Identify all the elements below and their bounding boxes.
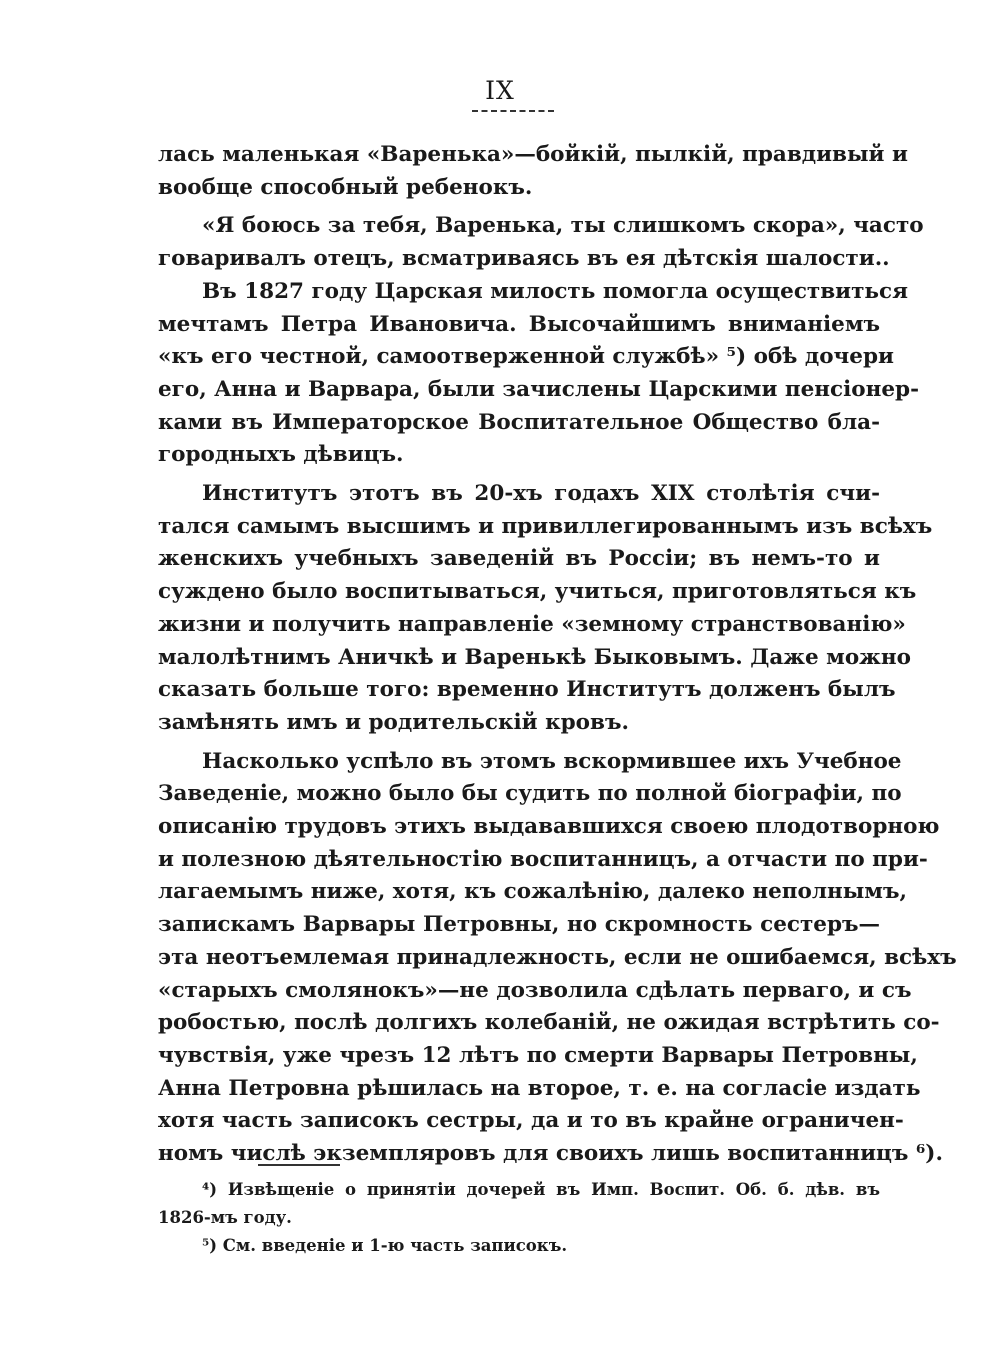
paragraph-5	[158, 746, 957, 1171]
header-rule	[472, 110, 554, 112]
text-line: эта неотъемлемая принадлежность, если не ошибаемся, всѣхъ	[158, 944, 957, 970]
text-line: Въ 1827 году Царская милость помогла осуществиться	[202, 278, 909, 304]
footnote-rule	[258, 1164, 340, 1166]
text-line: «къ его честной, самоотверженной службѣ» ⁵) обѣ дочери	[158, 344, 894, 370]
text-line: тался самымъ высшимъ и привиллегированнымъ изъ всѣхъ	[158, 513, 933, 539]
text-line: суждено было воспитываться, учиться, приготовляться къ	[158, 579, 917, 605]
text-line: запискамъ Варвары Петровны, но скромность сестеръ—	[158, 912, 880, 938]
page-number: IX	[485, 76, 515, 105]
text-line: жизни и получить направленіе «земному странствованію»	[158, 611, 906, 637]
text-line: мечтамъ Петра Ивановича. Высочайшимъ вниманіемъ	[158, 311, 880, 337]
footnote-line: ⁴) Извѣщеніе о принятіи дочерей въ Имп. Воспит. Об. б. дѣв. въ	[202, 1180, 880, 1199]
text-line: городныхъ дѣвицъ.	[158, 442, 404, 468]
text-line: Насколько успѣло въ этомъ вскормившее ихъ Учебное	[202, 748, 902, 774]
text-line: и полезною дѣятельностію воспитанницъ, а отчасти по при-	[158, 846, 928, 872]
text-line: робостью, послѣ долгихъ колебаній, не ожидая встрѣтить со-	[158, 1010, 940, 1036]
text-line: номъ числѣ экземпляровъ для своихъ лишь воспитанницъ ⁶).	[158, 1141, 943, 1167]
text-line: чувствія, уже чрезъ 12 лѣтъ по смерти Варвары Петровны,	[158, 1042, 918, 1068]
text-line: малолѣтнимъ Аничкѣ и Варенькѣ Быковымъ. Даже можно	[158, 644, 911, 670]
text-line: хотя часть записокъ сестры, да и то въ крайне ограничен-	[158, 1108, 904, 1134]
main-text	[158, 139, 957, 1171]
paragraph-3	[158, 276, 919, 472]
text-line: лагаемымъ ниже, хотя, къ сожалѣнію, далеко неполнымъ,	[158, 879, 907, 905]
footnotes	[158, 1176, 880, 1260]
paragraph-1	[158, 139, 908, 204]
text-line: «Я боюсь за тебя, Варенька, ты слишкомъ скора», часто	[202, 213, 924, 239]
text-line: лась маленькая «Варенька»—бойкій, пылкій, правдивый и	[158, 142, 908, 167]
text-line: Институтъ этотъ въ 20-хъ годахъ XIX столѣтія счи-	[202, 481, 880, 507]
text-line: описанію трудовъ этихъ выдававшихся своею плодотворною	[158, 814, 940, 840]
text-line: говаривалъ отецъ, всматриваясь въ ея дѣтскія шалости..	[158, 246, 890, 272]
text-line: сказать больше того: временно Институтъ долженъ былъ	[158, 677, 896, 703]
footnote-4	[158, 1176, 880, 1232]
text-line: Заведеніе, можно было бы судить по полной біографіи, по	[158, 781, 902, 807]
text-line: ками въ Императорское Воспитательное Общество бла-	[158, 409, 880, 435]
footnote-line: 1826-мъ году.	[158, 1208, 292, 1227]
text-line: «старыхъ смолянокъ»—не дозволила сдѣлать перваго, и съ	[158, 977, 912, 1003]
text-line: его, Анна и Варвара, были зачислены Царскими пенсіонер-	[158, 376, 919, 402]
paragraph-2	[158, 210, 924, 275]
text-line: Анна Петровна рѣшилась на второе, т. е. на согласіе издать	[158, 1075, 921, 1101]
text-line: замѣнять имъ и родительскій кровъ.	[158, 709, 629, 735]
text-line: женскихъ учебныхъ заведеній въ Россіи; въ немъ-то и	[158, 546, 880, 572]
paragraph-4	[158, 478, 933, 740]
footnote-5	[158, 1232, 880, 1260]
text-line: вообще способный ребенокъ.	[158, 174, 533, 200]
footnote-line: ⁵) См. введеніе и 1-ю часть записокъ.	[202, 1236, 568, 1255]
